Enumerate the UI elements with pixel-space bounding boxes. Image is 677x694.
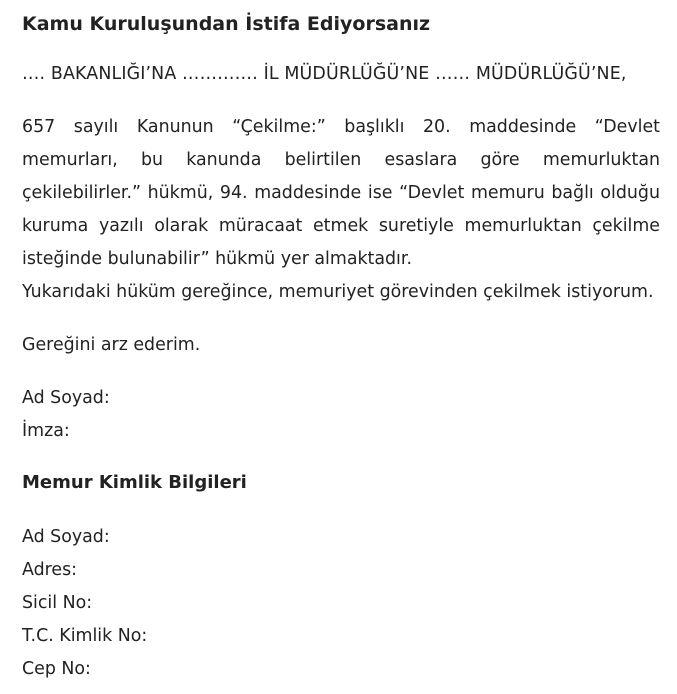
identity-section-heading: Memur Kimlik Bilgileri xyxy=(22,472,247,493)
law-citation-text: 657 sayılı Kanunun “Çekilme:” başlıklı 20. maddesinde “Devlet memurları, bu kanunda belirtilen esaslara göre memurluktan çekilebilirler.” hükmü, 94. maddesinde ise “Devlet memuru bağlı olduğu kuruma yazılı olarak müracaat etmek suretiyle memurluktan çekilme isteğinde bulunabilir” hükmü yer almaktadır. xyxy=(22,117,660,269)
identity-field-mobile: Cep No: xyxy=(22,659,91,679)
body-paragraph xyxy=(22,111,660,309)
resignation-request-text: Yukarıdaki hüküm gereğince, memuriyet görevinden çekilmek istiyorum. xyxy=(22,282,654,302)
signature-label: İmza: xyxy=(22,421,70,441)
identity-field-registry-no: Sicil No: xyxy=(22,593,93,613)
identity-field-name: Ad Soyad: xyxy=(22,527,110,547)
identity-field-address: Adres: xyxy=(22,560,78,580)
page-title: Kamu Kuruluşundan İstifa Ediyorsanız xyxy=(22,13,431,35)
closing-text: Gereğini arz ederim. xyxy=(22,335,201,355)
address-line: …. BAKANLIĞI’NA …………. İL MÜDÜRLÜĞÜ’NE …… MÜDÜRLÜĞÜ’NE, xyxy=(22,64,627,84)
signature-name-label: Ad Soyad: xyxy=(22,388,110,408)
identity-field-tc-id: T.C. Kimlik No: xyxy=(22,626,148,646)
